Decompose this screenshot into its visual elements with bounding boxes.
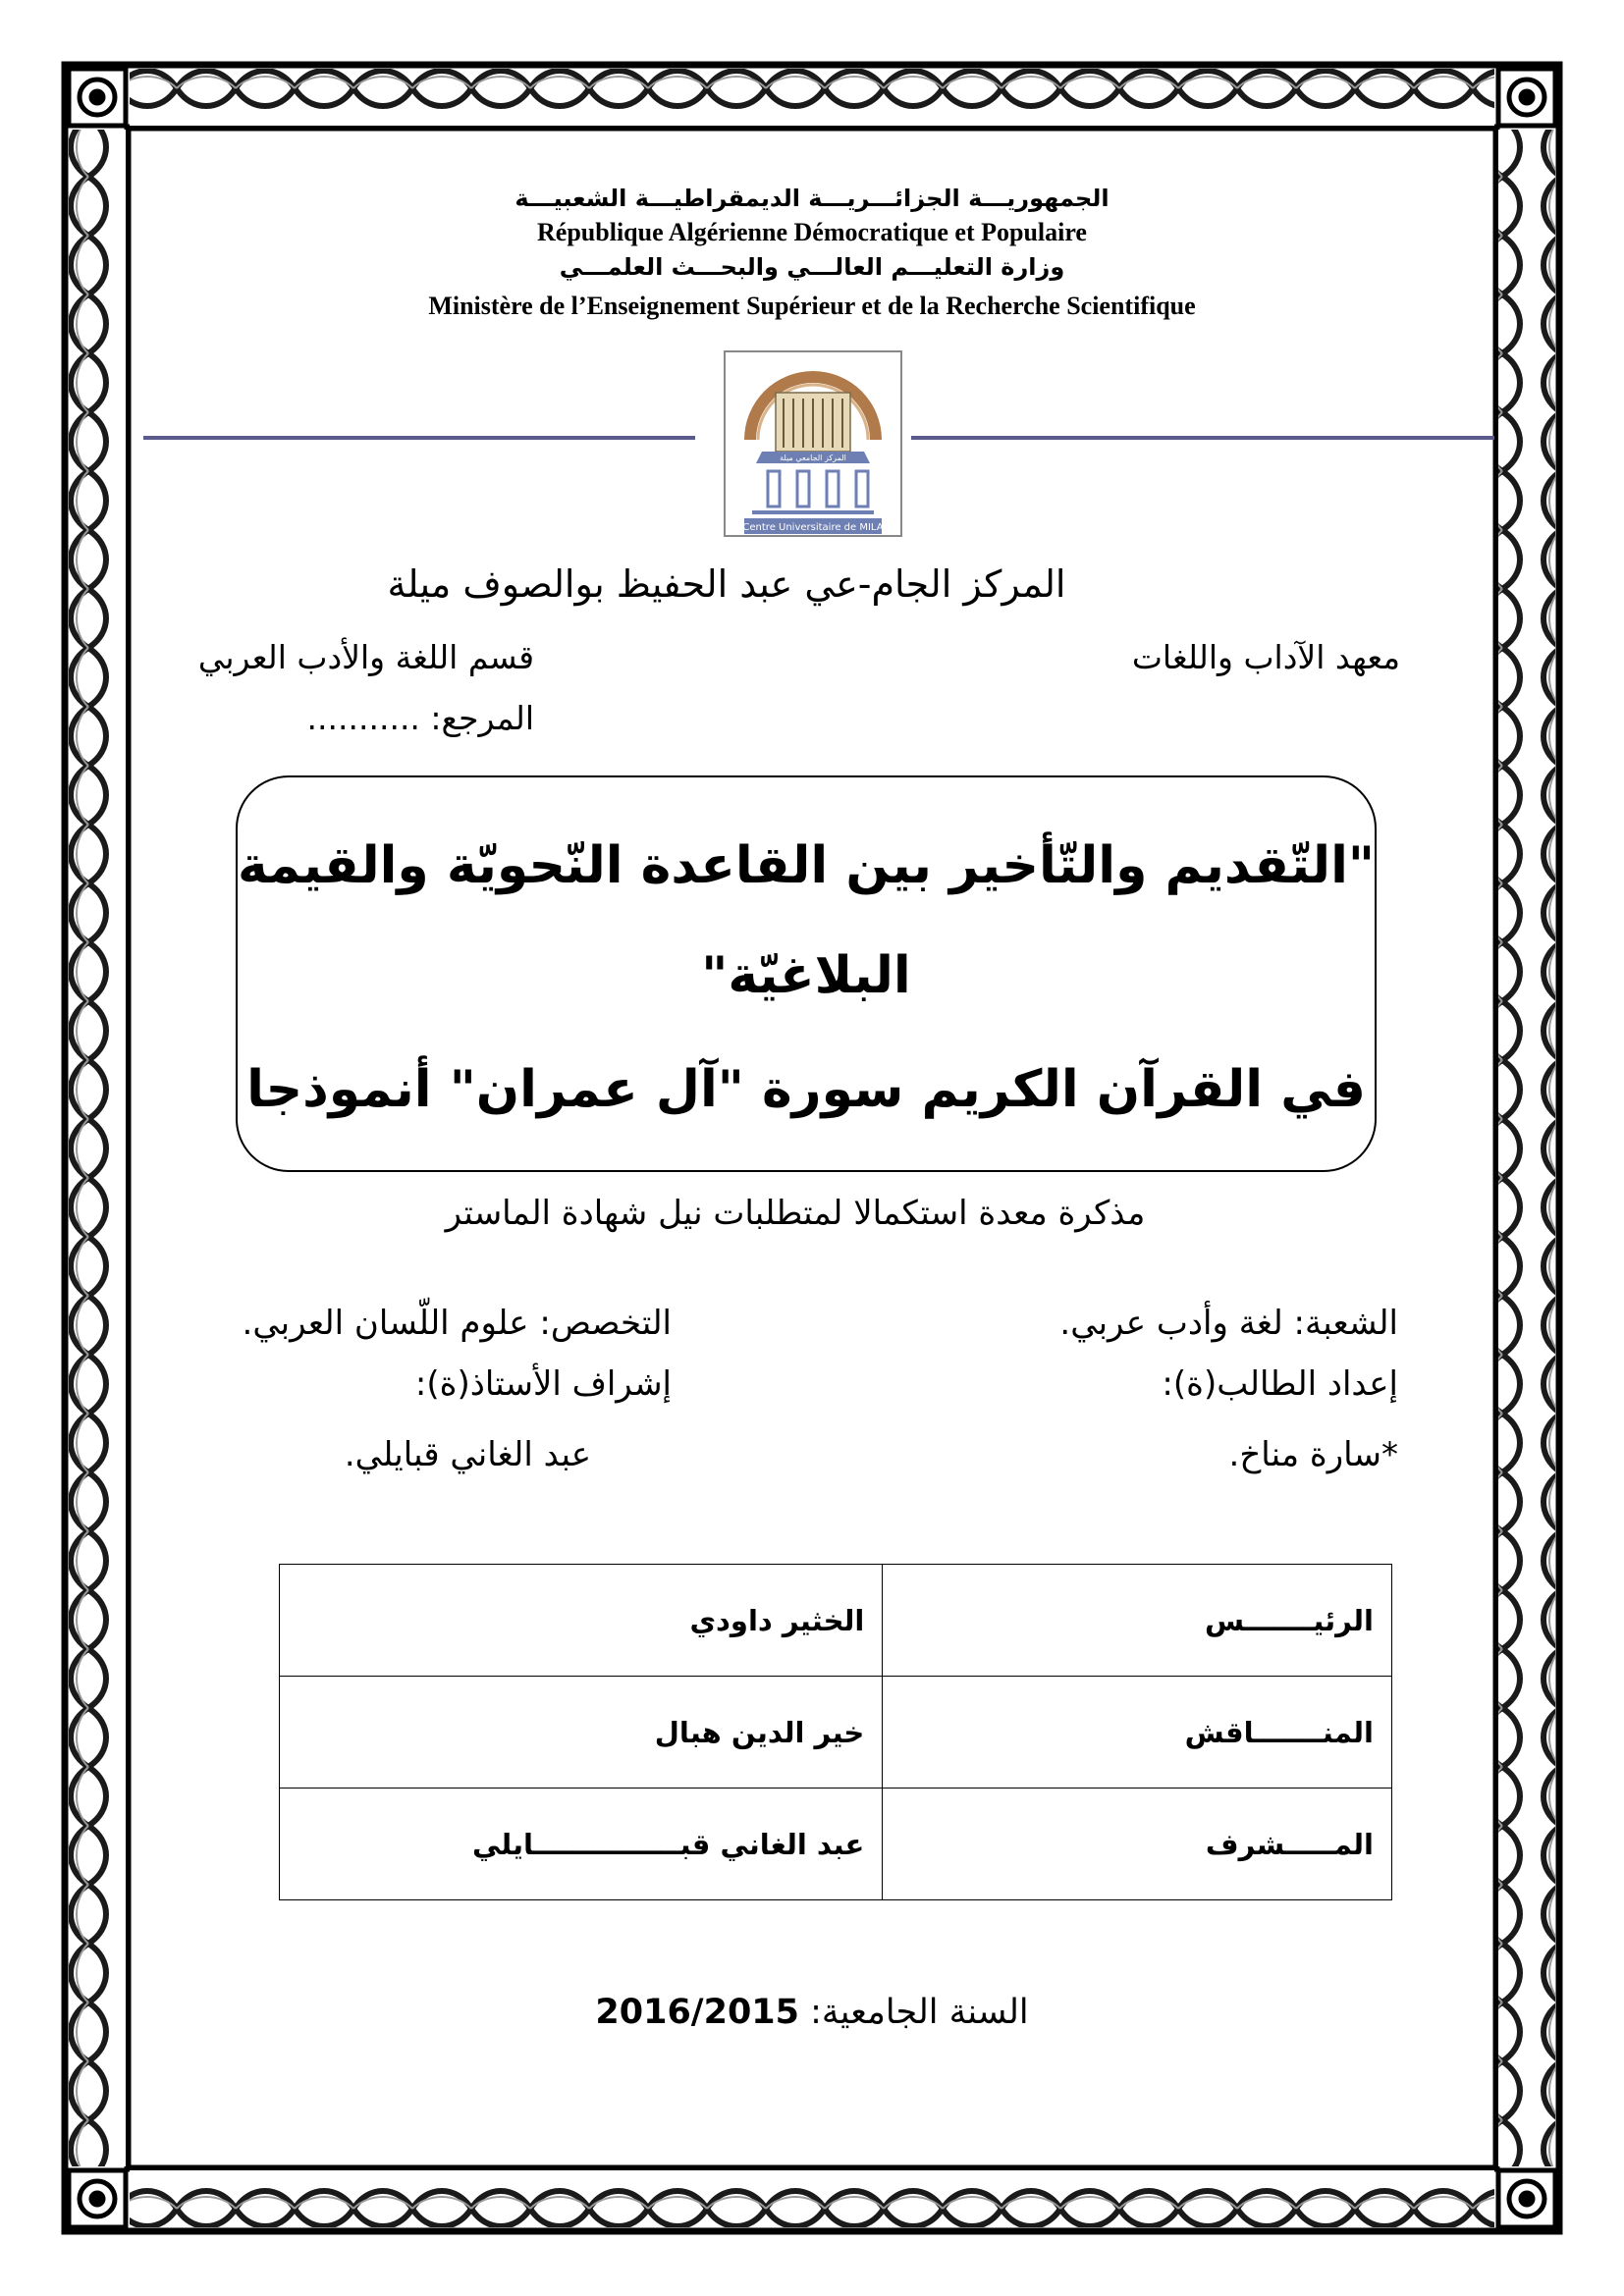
university-center-name: المركز الجام-عي عبد الحفيظ بوالصوف ميلة xyxy=(387,562,1066,606)
ministry-french: Ministère de l’Enseignement Supérieur et de la Recherche Scientifique xyxy=(428,292,1196,320)
department-name: قسم اللغة والأدب العربي xyxy=(197,638,534,676)
jury-table xyxy=(279,1564,1392,1900)
thesis-title-line-2: البلاغيّة" xyxy=(701,946,911,1005)
logo-sign-text: المركز الجامعي ميلة xyxy=(780,454,846,462)
university-logo xyxy=(723,349,903,538)
ministry-arabic: وزارة التعليـــم العالـــي والبحـــث العلمـــي xyxy=(559,253,1065,281)
republic-french: République Algérienne Démocratique et Populaire xyxy=(537,218,1087,246)
jury-role-cell: المنـــــــاقش xyxy=(883,1677,1392,1789)
prepared-by-label: إعداد الطالب(ة): xyxy=(1162,1364,1398,1404)
header-rule-left xyxy=(143,436,695,440)
jury-role-cell: الرئيـــــــس xyxy=(883,1565,1392,1677)
academic-year xyxy=(491,1993,1133,2032)
jury-role-cell: المـــــشرف xyxy=(883,1789,1392,1900)
memo-statement: مذكرة معدة استكمالا لمتطلبات نيل شهادة الماستر xyxy=(445,1194,1146,1233)
supervision-label: إشراف الأستاذ(ة): xyxy=(414,1364,672,1404)
student-name: *سارة مناخ. xyxy=(1228,1435,1398,1474)
thesis-title-line-1: "التّقديم والتّأخير بين القاعدة النّحويّة والقيمة xyxy=(238,836,1375,895)
specialty-field: التخصص: علوم اللّسان العربي. xyxy=(242,1304,672,1343)
table-row xyxy=(280,1565,1392,1677)
institute-name: معهد الآداب واللغات xyxy=(1131,638,1400,676)
thesis-title-line-3: في القرآن الكريم سورة "آل عمران" أنموذجا xyxy=(246,1060,1366,1119)
header-rule-right xyxy=(911,436,1494,440)
thesis-title-box xyxy=(236,775,1377,1172)
jury-name-cell: الخثير داودي xyxy=(280,1565,883,1677)
jury-name-cell: عبد الغاني قبـــــــــــــــايلي xyxy=(280,1789,883,1900)
academic-year-label: السنة الجامعية: xyxy=(810,1993,1029,2032)
republic-arabic: الجمهوريـــة الجزائـــريـــة الديمقراطيـــة الشعبيـــة xyxy=(514,185,1110,212)
table-row xyxy=(280,1789,1392,1900)
table-row xyxy=(280,1677,1392,1789)
logo-caption: Centre Universitaire de MILA xyxy=(742,522,884,533)
supervisor-name: عبد الغاني قبايلي. xyxy=(344,1435,591,1474)
academic-year-value: 2016/2015 xyxy=(595,1993,799,2032)
reference-number: المرجع: ........... xyxy=(306,699,534,737)
branch-field: الشعبة: لغة وأدب عربي. xyxy=(1059,1304,1398,1343)
jury-name-cell: خير الدين هبال xyxy=(280,1677,883,1789)
